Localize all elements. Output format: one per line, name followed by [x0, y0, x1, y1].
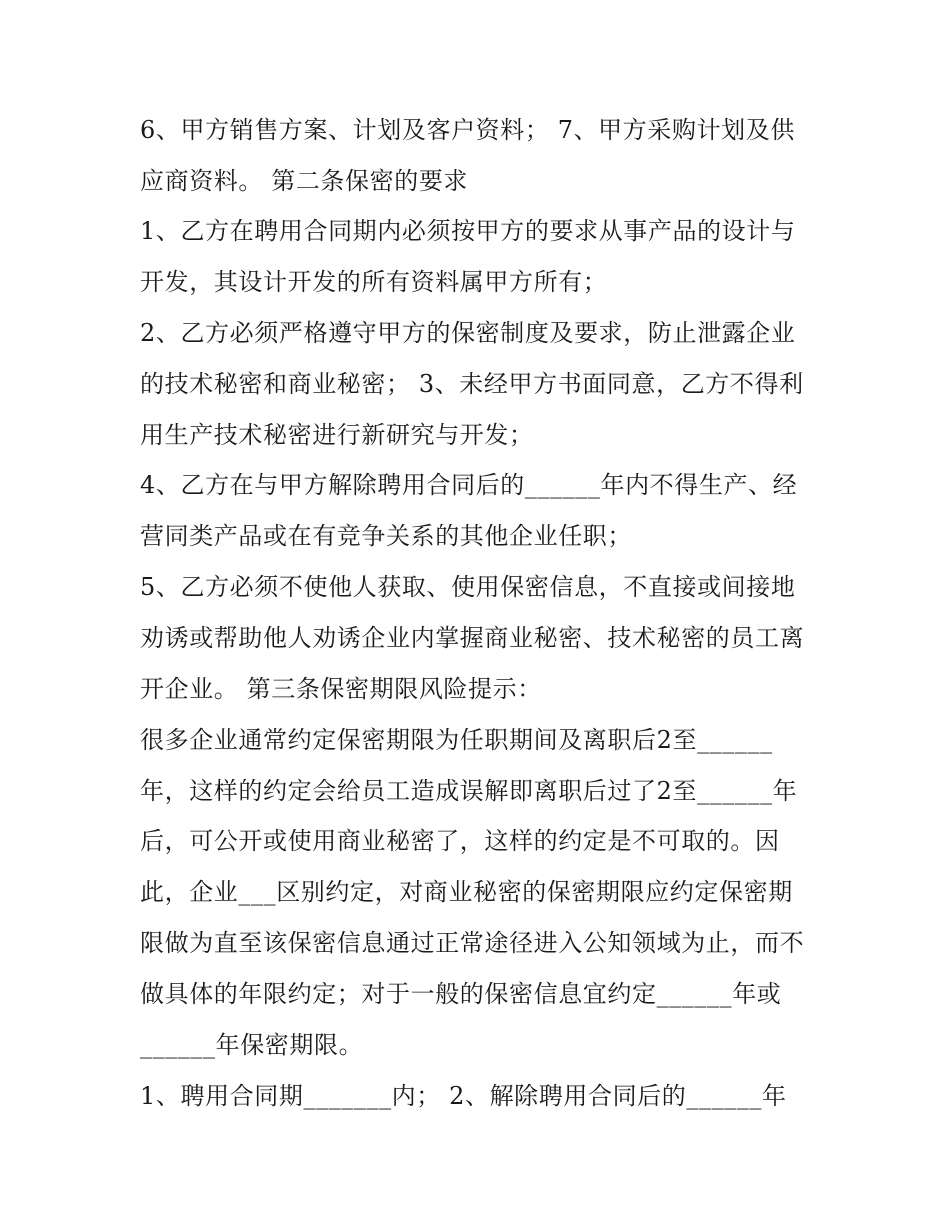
- text-line: 很多企业通常约定保密期限为任职期间及离职后2至______: [140, 726, 773, 754]
- text-line: 用生产技术秘密进行新研究与开发；: [140, 421, 534, 449]
- text-line: 1、乙方在聘用合同期内必须按甲方的要求从事产品的设计与: [140, 217, 796, 245]
- text-line: 2、乙方必须严格遵守甲方的保密制度及要求，防止泄露企业: [140, 319, 796, 347]
- text-line: 做具体的年限约定；对于一般的保密信息宜约定______年或: [140, 980, 782, 1008]
- text-line: 应商资料。 第二条保密的要求: [140, 167, 469, 195]
- text-line: 劝诱或帮助他人劝诱企业内掌握商业秘密、技术秘密的员工离: [140, 624, 805, 652]
- text-line: 开发，其设计开发的所有资料属甲方所有；: [140, 268, 608, 296]
- text-line: 年，这样的约定会给员工造成误解即离职后过了2至______年: [140, 777, 798, 805]
- text-line: 限做为直至该保密信息通过正常途径进入公知领域为止，而不: [140, 929, 805, 957]
- text-line: 5、乙方必须不使他人获取、使用保密信息，不直接或间接地: [140, 573, 796, 601]
- text-line: 4、乙方在与甲方解除聘用合同后的______年内不得生产、经: [140, 471, 798, 499]
- text-line: 6、甲方销售方案、计划及客户资料； 7、甲方采购计划及供: [140, 116, 795, 144]
- text-line: 开企业。 第三条保密期限风险提示：: [140, 675, 542, 703]
- text-line: 的技术秘密和商业秘密； 3、未经甲方书面同意，乙方不得利: [140, 370, 804, 398]
- text-line: 营同类产品或在有竞争关系的其他企业任职；: [140, 522, 632, 550]
- text-line: 此，企业___区别约定，对商业秘密的保密期限应约定保密期: [140, 878, 793, 906]
- text-line: 1、聘用合同期_______内； 2、解除聘用合同后的______年: [140, 1082, 787, 1110]
- text-line: ______年保密期限。: [140, 1031, 364, 1059]
- text-line: 后，可公开或使用商业秘密了，这样的约定是不可取的。因: [140, 827, 780, 855]
